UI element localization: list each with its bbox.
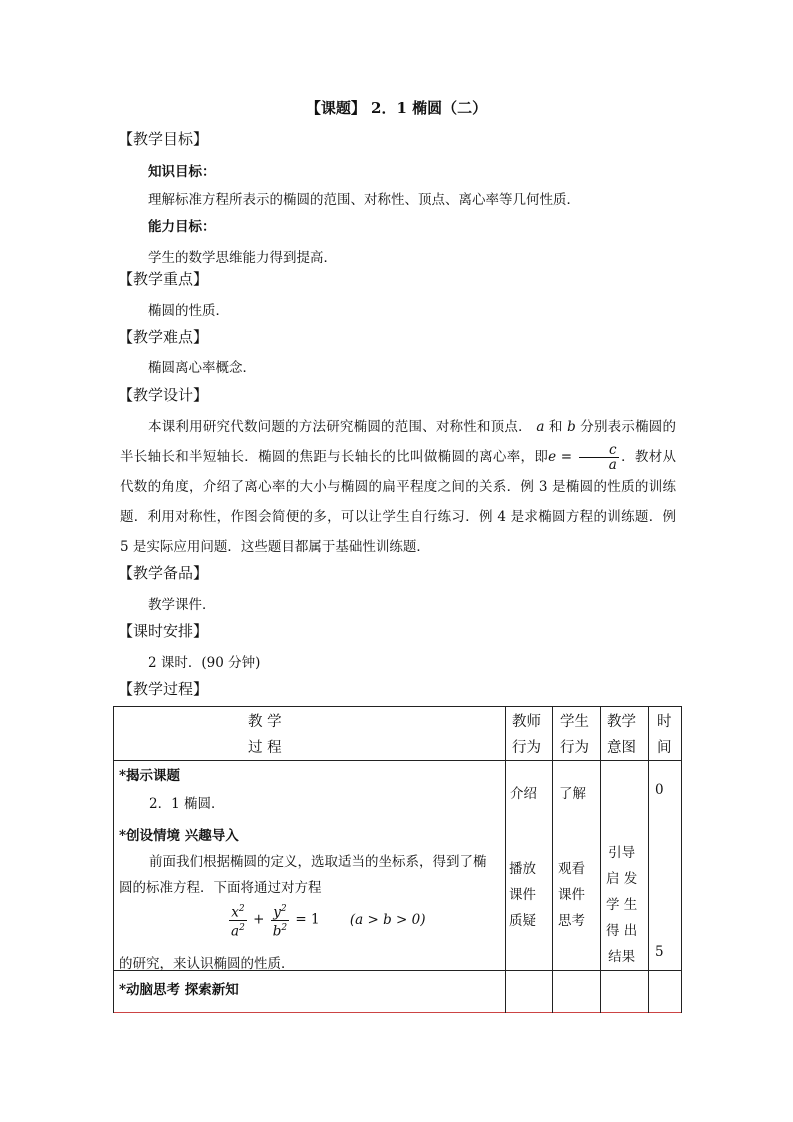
table-border-top bbox=[113, 706, 682, 707]
fraction-numerator: c bbox=[579, 443, 619, 458]
design-text-2: 分别表示椭圆的半长轴长和半短轴长．椭圆的焦距与长轴长的比叫做椭圆的离心率，即 bbox=[120, 419, 676, 465]
header-student-line2: 行为 bbox=[560, 740, 589, 756]
header-process-line1: 教 学 bbox=[248, 714, 282, 730]
key-points-text: 椭圆的性质． bbox=[148, 303, 229, 319]
var-b: b bbox=[567, 419, 576, 435]
equation-y-fraction: $\frac{y^2}{b^2}$ bbox=[272, 904, 288, 939]
difficulties-text: 椭圆离心率概念． bbox=[148, 360, 256, 376]
teacher-actions-list: 播放 课件 质疑 bbox=[509, 861, 536, 929]
topic-reveal-title: *揭示课题 bbox=[119, 768, 181, 784]
table-header-divider bbox=[113, 760, 682, 761]
materials-text: 教学课件． bbox=[148, 597, 216, 613]
schedule-heading: 【课时安排】 bbox=[118, 622, 209, 640]
table-border-right bbox=[681, 706, 682, 1013]
fraction-denominator: a bbox=[608, 457, 617, 473]
header-teacher-line1: 教师 bbox=[512, 714, 541, 730]
design-paragraph bbox=[120, 412, 676, 562]
scenario-title: *创设情境 兴趣导入 bbox=[119, 828, 239, 844]
intro-paragraph-line1: 前面我们根据椭圆的定义，选取适当的坐标系，得到了椭 bbox=[149, 854, 487, 870]
column-divider-1 bbox=[505, 706, 506, 1013]
schedule-text: 2 课时．(90 分钟) bbox=[148, 655, 261, 671]
header-time-line2: 间 bbox=[657, 740, 672, 756]
materials-heading: 【教学备品】 bbox=[118, 564, 209, 582]
teacher-action-intro: 介绍 bbox=[510, 786, 537, 802]
teaching-intent-list: 引导 启 发 学 生 得 出 结果 bbox=[606, 845, 638, 965]
knowledge-label: 知识目标： bbox=[148, 164, 216, 180]
header-intent-line1: 教学 bbox=[607, 714, 636, 730]
ability-text: 学生的数学思维能力得到提高． bbox=[148, 250, 337, 266]
column-divider-2 bbox=[552, 706, 553, 1013]
teaching-process-table bbox=[113, 706, 682, 1013]
equation-x-fraction: $\frac{x^2}{a^2}$ bbox=[231, 904, 245, 939]
intro-paragraph-closing: 的研究，来认识椭圆的性质． bbox=[119, 956, 295, 972]
page-title: 【课题】 2．1 椭圆（二） bbox=[305, 99, 488, 117]
ability-label: 能力目标： bbox=[148, 219, 216, 235]
process-heading: 【教学过程】 bbox=[118, 680, 209, 698]
eccentricity-fraction bbox=[579, 443, 619, 472]
table-border-left bbox=[113, 706, 114, 1013]
table-border-bottom bbox=[113, 1012, 682, 1013]
column-divider-4 bbox=[648, 706, 649, 1013]
header-teacher-line2: 行为 bbox=[512, 740, 541, 756]
design-text-3: ．教材从代数的角度，介绍了离心率的大小与椭圆的扁平程度之间的关系．例 3 是椭圆的性质的训练题．利用对称性，作图会简便的多，可以让学生自行练习．例 4 是求椭圆方程的训练题．例 5 是实际应用问题．这些题目都属于基础性训练题． bbox=[120, 449, 677, 555]
difficulties-heading: 【教学难点】 bbox=[118, 328, 209, 346]
knowledge-text: 理解标准方程所表示的椭圆的范围、对称性、顶点、离心率等几何性质． bbox=[148, 192, 580, 208]
ellipse-equation: $\frac{x^2}{a^2}$ + $\frac{y^2}{b^2}$ = 1 (a > b > 0) bbox=[231, 904, 426, 939]
var-a: a bbox=[536, 419, 545, 435]
eccentricity-var: e bbox=[548, 449, 557, 465]
header-process-line2: 过 程 bbox=[248, 740, 282, 756]
key-points-heading: 【教学重点】 bbox=[118, 270, 209, 288]
topic-item: 2．1 椭圆． bbox=[149, 796, 225, 812]
design-heading: 【教学设计】 bbox=[118, 386, 209, 404]
student-action-understand: 了解 bbox=[559, 786, 586, 802]
eq-sign: = bbox=[556, 449, 577, 465]
and-word: 和 bbox=[544, 419, 568, 435]
header-intent-line2: 意图 bbox=[607, 740, 636, 756]
student-actions-list: 观看 课件 思考 bbox=[558, 861, 585, 929]
time-value-duration: 5 bbox=[655, 944, 664, 960]
intro-paragraph-line2: 圆的标准方程．下面将通过对方程 bbox=[119, 880, 322, 896]
equation-rhs: = 1 bbox=[295, 911, 320, 928]
header-student-line1: 学生 bbox=[560, 714, 589, 730]
column-divider-3 bbox=[600, 706, 601, 1013]
time-value-start: 0 bbox=[655, 782, 664, 798]
objectives-heading: 【教学目标】 bbox=[118, 130, 209, 148]
design-text-1: 本课利用研究代数问题的方法研究椭圆的范围、对称性和顶点． bbox=[148, 419, 532, 435]
explore-topic-title: *动脑思考 探索新知 bbox=[119, 982, 239, 998]
equation-condition: (a > b > 0) bbox=[349, 911, 426, 928]
header-time-line1: 时 bbox=[657, 714, 672, 730]
